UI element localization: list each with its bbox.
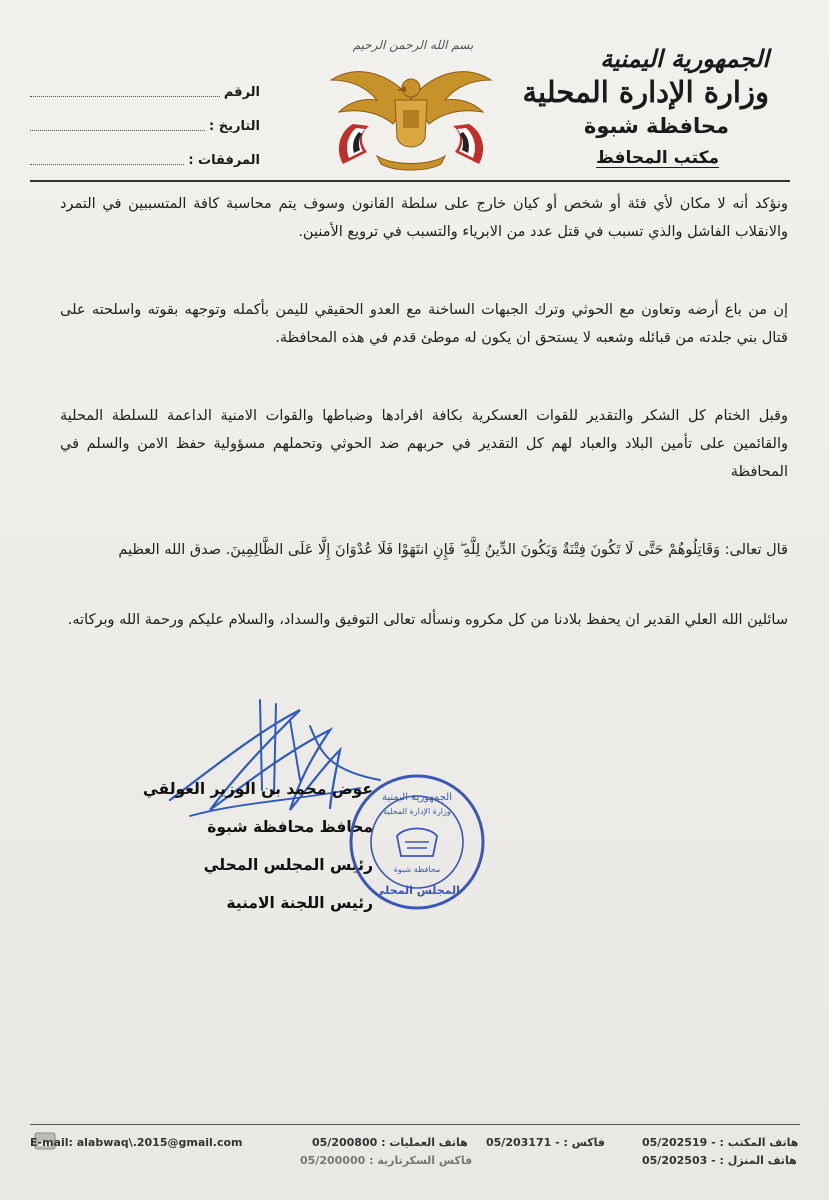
footer-fax-label: فاكس : <box>563 1136 606 1149</box>
basmala: بسم الله الرحمن الرحيم <box>352 38 474 52</box>
closing-paragraph: سائلين الله العلي القدير ان يحفظ بلادنا من كل مكروه ونسأله تعالى التوفيق والسداد، والسلام عليكم ورحمة الله وبركاته. <box>67 612 788 628</box>
letter-footer <box>30 1130 800 1170</box>
footer-home-phone-group <box>642 1154 797 1167</box>
reference-number-line <box>30 96 220 97</box>
signatory-title: رئيس اللجنة الامنية <box>226 894 373 912</box>
footer-fax-group <box>486 1136 605 1149</box>
reference-fields <box>30 66 260 168</box>
letterhead <box>509 44 769 170</box>
reference-date-row <box>30 100 260 134</box>
reference-attachments-label: المرفقات : <box>188 153 260 168</box>
stamp-gov-text: محافظة شبوة <box>393 865 441 874</box>
footer-email: E-mail: alabwaq\.2015@gmail.com <box>30 1136 243 1149</box>
footer-ops-phone-group <box>312 1136 468 1149</box>
footer-ops-phone: 05/200800 <box>312 1136 378 1149</box>
footer-office-phone: - 05/202519 <box>642 1136 716 1149</box>
signature-block <box>113 770 373 922</box>
reference-number-label: الرقم <box>223 85 260 100</box>
footer-office-phone-label: هاتف المكتب : <box>719 1136 799 1149</box>
footer-secretary-fax-label: فاكس السكرتارية : <box>369 1154 473 1167</box>
footer-home-phone: - 05/202503 <box>642 1154 716 1167</box>
stamp-top-text: الجمهورية اليمنية <box>381 792 453 803</box>
footer-office-phone-group <box>642 1136 798 1149</box>
official-stamp-icon <box>345 770 489 914</box>
ministry-name: وزارة الإدارة المحلية <box>522 75 769 109</box>
governorate-name: محافظة شبوة <box>583 114 729 138</box>
quran-verse: قال تعالى: وَقَاتِلُوهُمْ حَتَّى لَا تَكُونَ فِتْنَةٌ وَيَكُونَ الدِّينُ لِلَّهِ ۖ فَإِنِ انتَهَوْا فَلَا عُدْوَانَ إِلَّا عَلَى الظَّالِمِينَ. صدق الله العظيم <box>118 542 788 558</box>
body-paragraph: إن من باع أرضه وتعاون مع الحوثي وترك الجبهات الساخنة مع العدو الحقيقي لليمن بأكمله وتوجهه بقوته واسلحته على قتال بني جلدته من قبائله وشعبه لا يستحق ان يكون له موطئ قدم في هذه المحافظة. <box>60 302 788 346</box>
signatory-name: عوض محمد بن الوزير العولقي <box>142 780 373 798</box>
office-name: مكتب المحافظ <box>596 148 719 168</box>
signatory-title: محافظ محافظة شبوة <box>207 818 373 836</box>
reference-attachments-row <box>30 134 260 168</box>
reference-attachments-line <box>30 164 184 165</box>
stamp-ministry-text: وزارة الإدارة المحلية <box>383 807 451 816</box>
footer-ops-phone-label: هاتف العمليات : <box>381 1136 468 1149</box>
footer-fax: - 05/203171 <box>486 1136 560 1149</box>
national-emblem <box>323 28 499 178</box>
body-paragraph: ونؤكد أنه لا مكان لأي فئة أو شخص أو كيان خارج على سلطة القانون وسوف يتم محاسبة كافة المتسببين في التمرد والانقلاب الفاشل والذي تسبب في قتل عدد من الابرياء والتسبب في ترويع الأمنين. <box>60 196 788 240</box>
stamp-bottom-text: المجلس المحلي <box>374 884 460 897</box>
footer-home-phone-label: هاتف المنزل : <box>719 1154 797 1167</box>
reference-number-row <box>30 66 260 100</box>
header-divider <box>30 180 790 182</box>
footer-divider <box>30 1124 800 1125</box>
reference-date-line <box>30 130 205 131</box>
signatory-title: رئيس المجلس المحلي <box>203 856 373 874</box>
letter-body <box>60 190 788 634</box>
footer-secretary-fax: 05/200000 <box>300 1154 366 1167</box>
republic-name: الجمهورية اليمنية <box>600 44 769 73</box>
footer-secretary-fax-group <box>300 1154 472 1167</box>
reference-date-label: التاريخ : <box>209 119 260 134</box>
body-paragraph: وقبل الختام كل الشكر والتقدير للقوات العسكرية بكافة افرادها وضباطها والقوات الامنية الداعمة للسلطة المحلية والقائمين على تأمين البلاد والعباد لهم كل التقدير في حربهم ضد الحوثي وتحملهم مسؤولية حفظ الامن والسلم في المحافظة <box>60 408 788 480</box>
